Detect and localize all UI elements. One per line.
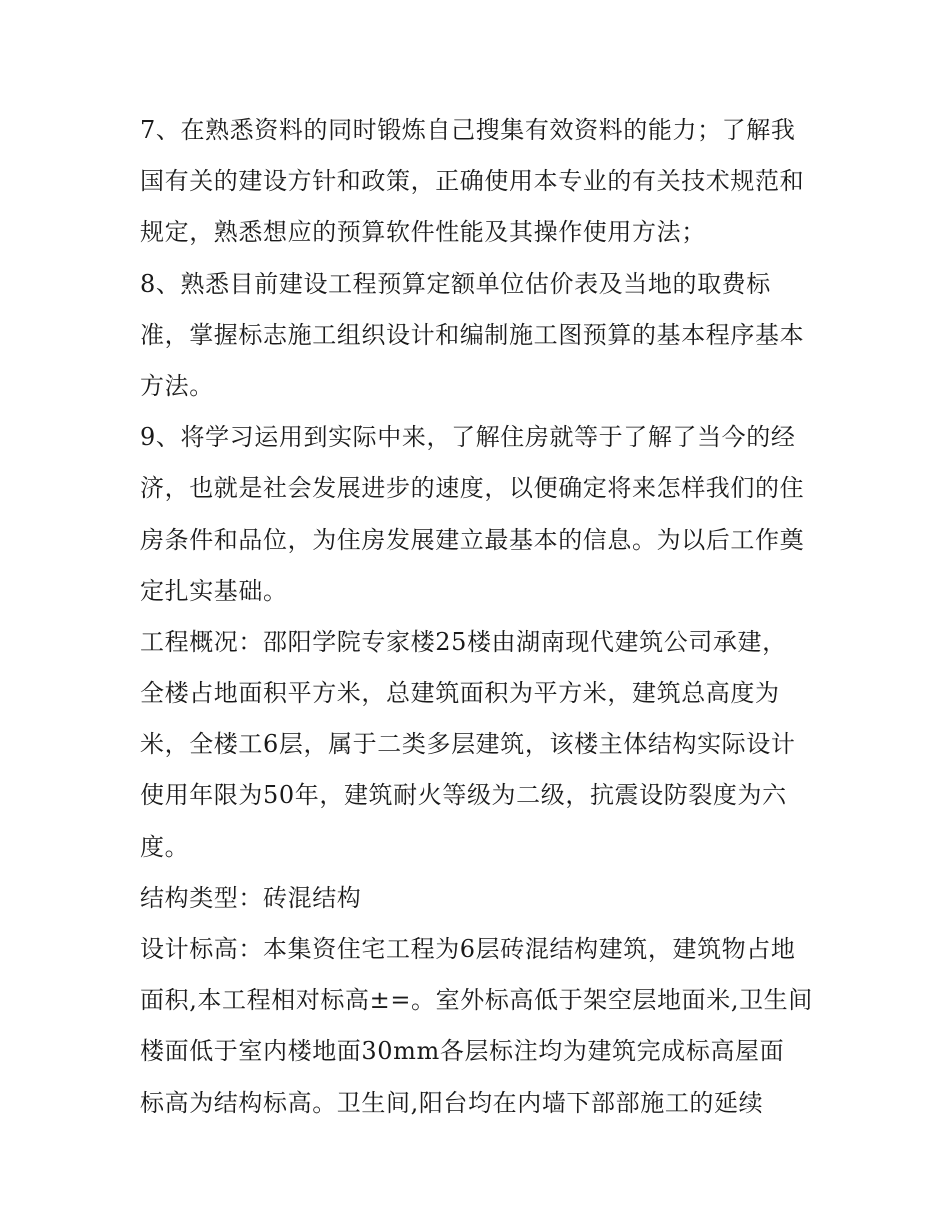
text-line: 7、在熟悉资料的同时锻炼自己搜集有效资料的能力；了解我 (140, 116, 796, 144)
text-line: 8、熟悉目前建设工程预算定额单位估价表及当地的取费标 (140, 269, 771, 298)
text-line: 设计标高：本集资住宅工程为6层砖混结构建筑，建筑物占地 (140, 935, 796, 963)
text-line: 米，全楼工6层，属于二类多层建筑，该楼主体结构实际设计 (140, 730, 796, 759)
text-line: 工程概况：邵阳学院专家楼25楼由湖南现代建筑公司承建， (140, 627, 787, 656)
text-line: 结构类型：砖混结构 (140, 883, 362, 912)
text-line: 度。 (140, 832, 190, 861)
text-line: 使用年限为50年，建筑耐火等级为二级，抗震设防裂度为六 (140, 781, 787, 810)
text-line: 国有关的建设方针和政策，正确使用本专业的有关技术规范和 (140, 167, 805, 196)
text-line: 楼面低于室内楼地面30mm各层标注均为建筑完成标高屋面 (140, 1037, 785, 1066)
text-line: 规定，熟悉想应的预算软件性能及其操作使用方法； (140, 218, 706, 247)
text-line: 定扎实基础。 (140, 576, 288, 605)
text-line: 标高为结构标高。卫生间,阳台均在内墙下部部施工的延续 (140, 1088, 764, 1117)
document-body (140, 105, 820, 1129)
text-line: 房条件和品位，为住房发展建立最基本的信息。为以后工作奠 (140, 525, 805, 554)
text-line: 9、将学习运用到实际中来，了解住房就等于了解了当今的经 (140, 423, 796, 452)
text-line: 方法。 (140, 371, 214, 400)
text-line: 济，也就是社会发展进步的速度，以便确定将来怎样我们的住 (140, 474, 805, 503)
text-line: 全楼占地面积平方米，总建筑面积为平方米，建筑总高度为 (140, 679, 780, 708)
text-line: 准，掌握标志施工组织设计和编制施工图预算的基本程序基本 (140, 320, 805, 349)
text-line: 面积,本工程相对标高±=。室外标高低于架空层地面米,卫生间 (140, 986, 813, 1015)
